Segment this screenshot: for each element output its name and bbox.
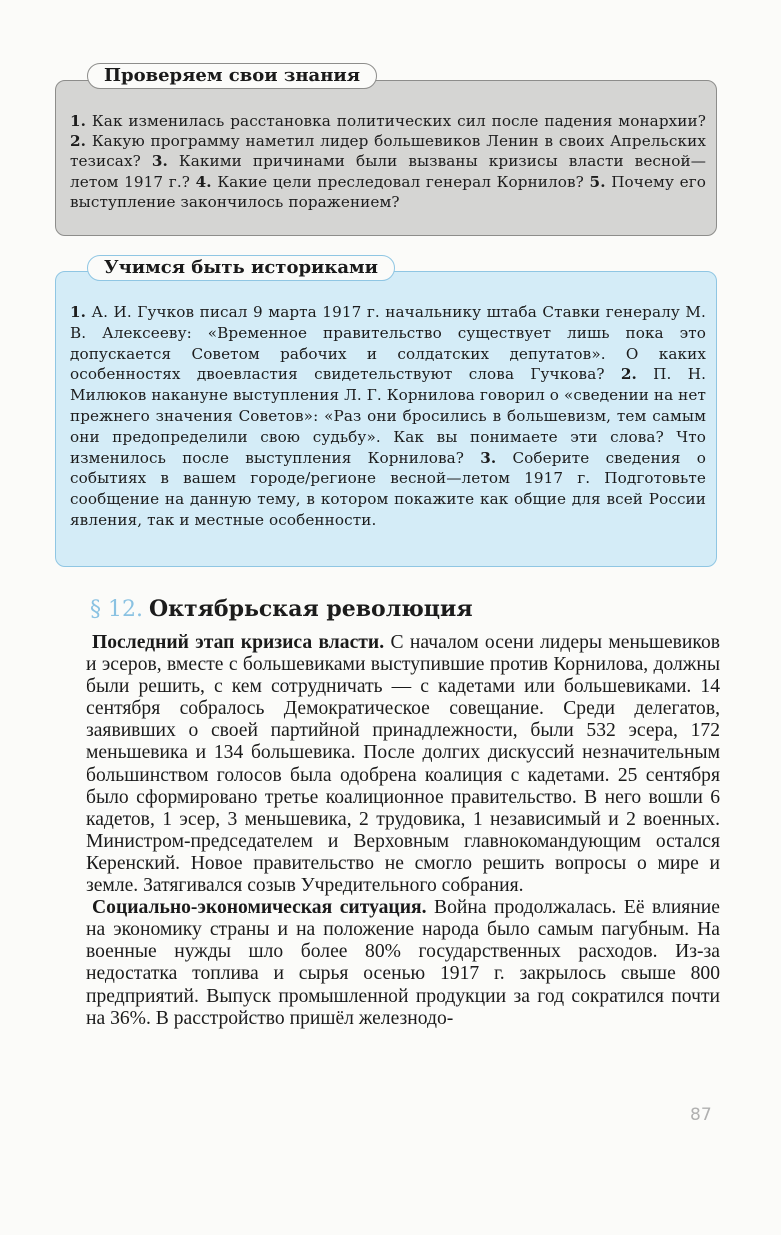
- question-text: Как изменилась расстановка политических сил после падения монархии?: [86, 112, 706, 130]
- section-heading: [90, 596, 473, 622]
- task-number: 1.: [70, 303, 87, 321]
- check-knowledge-box: [55, 80, 717, 236]
- body-text: [86, 632, 720, 1030]
- task-text: П. Н. Милюков накануне выступления Л. Г. Корнилова говорил о «сведении на нет прежнего значения Советов»: «Раз они бросились в большевизм, тем самым они предопределили свою судьбу». Как вы понимаете эти слова? Что изменилось после выступления Корнилова?: [70, 365, 706, 467]
- section-number: § 12.: [90, 597, 143, 622]
- paragraph: [86, 897, 720, 1030]
- question-number: 5.: [589, 172, 606, 191]
- paragraph-text: Война продолжалась. Её влияние на экономику страны и на положение народа было самым пагубным. На военные нужды шло более 80% государственных расходов. Из-за недостатка топлива и сырья осенью 1917 г. закрылось свыше 800 предприятий. Выпуск промышленной продукции за год сократился почти на 36%. В расстройство пришёл железнодо-: [86, 897, 720, 1029]
- question-text: Какие цели преследовал генерал Корнилов?: [211, 172, 590, 191]
- historians-box: [55, 271, 717, 567]
- question-number: 1.: [70, 112, 87, 130]
- task-text: Соберите сведения о событиях в вашем городе/регионе весной—летом 1917 г. Подготовьте сообщение на данную тему, в котором покажите как общие для всей России явления, так и местные особенности.: [70, 448, 706, 529]
- paragraph-heading: Последний этап кризиса власти.: [92, 632, 385, 653]
- page-number: 87: [690, 1105, 712, 1125]
- question-text: Какими причинами были вызваны кризисы власти весной—летом 1917 г.?: [70, 152, 706, 191]
- paragraph: [86, 632, 720, 897]
- paragraph-text: С началом осени лидеры меньшевиков и эсеров, вместе с большевиками выступившие против Корнилова, должны были решить, с кем сотрудничать — с кадетами или большевиками. 14 сентября собралось Демократическое совещание. Среди делегатов, заявивших о своей партийной принадлежности, были 532 эсера, 172 меньшевика и 134 большевика. После долгих дискуссий незначительным большинством голосов была одобрена коалиция с кадетами. 25 сентября было сформировано третье коалиционное правительство. В него вошли 6 кадетов, 1 эсер, 3 меньшевика, 2 трудовика, 1 независимый и 2 военных. Министром-председателем и Верховным главнокомандующим остался Керенский. Новое правительство не смогло решить вопросы о мире и земле. Затягивался созыв Учредительного собрания.: [86, 632, 720, 897]
- task-text: А. И. Гучков писал 9 марта 1917 г. начальнику штаба Ставки генералу М. В. Алексееву: «Временное правительство существует лишь пока это допускается Советом рабочих и солдатских депутатов». О каких особенностях двоевластия свидетельствуют слова Гучкова?: [70, 303, 706, 384]
- question-number: 2.: [70, 132, 87, 151]
- historians-title: Учимся быть историками: [87, 255, 395, 281]
- task-number: 3.: [480, 448, 497, 467]
- task-number: 2.: [620, 365, 637, 384]
- question-text: Какую программу наметил лидер большевиков Ленин в своих Апрельских тезисах?: [70, 132, 706, 171]
- question-text: Почему его выступление закончилось поражением?: [70, 172, 706, 211]
- paragraph-heading: Социально-экономическая ситуация.: [92, 897, 427, 919]
- question-number: 3.: [151, 152, 168, 171]
- question-number: 4.: [195, 172, 212, 191]
- section-title: Октябрьская революция: [148, 596, 473, 622]
- check-knowledge-title: Проверяем свои знания: [87, 63, 377, 89]
